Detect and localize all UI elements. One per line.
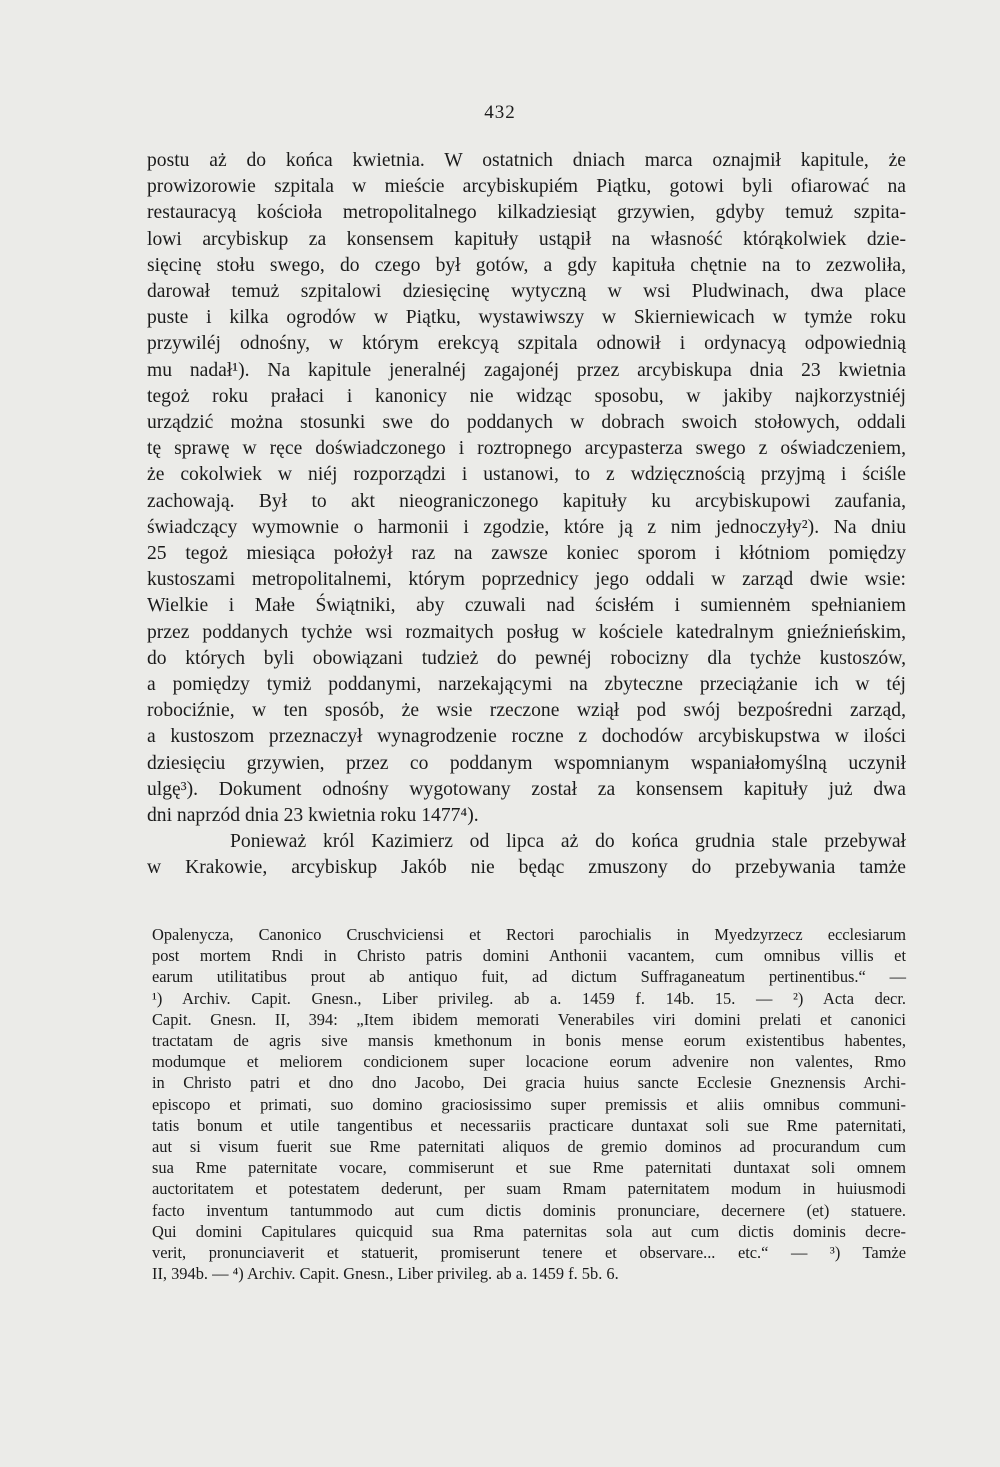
footnote-line: Capit. Gnesn. II, 394: „Item ibidem memorati Venerabiles viri domini prelati et canonici: [152, 1009, 906, 1029]
text-line: mu nadał¹). Na kapitule jeneralnéj zagajonéj przez arcybiskupa dnia 23 kwietnia: [147, 359, 906, 381]
text-line: prowizorowie szpitala w mieście arcybiskupiém Piątku, gotowi byli ofiarować na: [147, 176, 906, 198]
text-line: lowi arcybiskup za konsensem kapituły ustąpił na własność którąkolwiek dzie-: [147, 228, 906, 250]
footnote-line: auctoritatem et potestatem dederunt, per suam Rmam paternitatem modum in huiusmodi: [152, 1179, 906, 1199]
footnote-line: aut si visum fuerit sue Rme paternitati aliquos de gremio dominos ad procurandum cum: [152, 1137, 906, 1156]
text-line: Wielkie i Małe Świątniki, aby czuwali nad ścisłém i sumiennėm spełnianiem: [147, 595, 906, 617]
text-line: Ponieważ król Kazimierz od lipca aż do końca grudnia stale przebywał: [230, 831, 906, 853]
footnote-line: tatis bonum et utile tangentibus et necessariis practicare duntaxat soli sue Rme paternitati,: [152, 1115, 906, 1135]
text-line: a kustoszom przeznaczył wynagrodzenie roczne z dochodów arcybiskupstwa w ilości: [147, 726, 906, 748]
footnote-line: ¹) Archiv. Capit. Gnesn., Liber privileg. ab a. 1459 f. 14b. 15. — ²) Acta decr.: [152, 988, 906, 1008]
text-line: sięcinę stołu swego, do czego był gotów, a gdy kapituła chętnie na to zezwoliła,: [147, 254, 906, 276]
text-line: że cokolwiek w niéj rozporządzi i ustanowi, to z wdzięcznością przyjmą i ściśle: [147, 464, 906, 486]
text-line: restauracyą kościoła metropolitalnego kilkadziesiąt grzywien, gdyby temuż szpita-: [147, 202, 906, 224]
text-line: kustoszami metropolitalnemi, którym poprzednicy jego oddali w zarząd dwie wsie:: [147, 569, 906, 591]
text-line: postu aż do końca kwietnia. W ostatnich dniach marca oznajmił kapitule, że: [147, 150, 906, 171]
page-number: 432: [484, 102, 516, 123]
footnote-line: episcopo et primati, suo domino graciosissimo super premissis et aliis omnibus communi-: [152, 1094, 906, 1114]
footnote-line: modumque et meliorem condicionem super locacione eorum advenire non valentes, Rmo: [152, 1052, 906, 1072]
text-line: świadczący wymownie o harmonii i zgodzie, które ją z nim jednoczyły²). Na dniu: [147, 516, 906, 538]
footnote-line: Opalenycza, Canonico Cruschviciensi et Rectori parochialis in Myedzyrzecz ecclesiarum: [152, 925, 906, 944]
text-line: a pomiędzy tymiż poddanymi, narzekającymi na zbyteczne przeciążanie ich w téj: [147, 674, 906, 695]
text-line: przywiléj odnośny, w którym erekcyą szpitala odnowił i ordynacyą odpowiednią: [147, 333, 906, 355]
text-line: 25 tegoż miesiąca położył raz na zawsze koniec sporom i kłótniom pomiędzy: [147, 543, 906, 564]
text-line: dni naprzód dnia 23 kwietnia roku 1477⁴).: [147, 805, 479, 826]
footnote-line: sua Rme paternitate vocare, commiserunt et sue Rme paternitati duntaxat soli omnem: [152, 1158, 906, 1178]
text-line: darował temuż szpitalowi dziesięcinę wytyczną w wsi Pludwinach, dwa place: [147, 281, 906, 302]
text-line: tę sprawę w ręce doświadczonego i roztropnego arcypasterza swego z oświadczeniem,: [147, 438, 906, 460]
text-line: ulgę³). Dokument odnośny wygotowany został za konsensem kapituły już dwa: [147, 778, 906, 800]
footnote-line: Qui domini Capitulares quicquid sua Rma paternitas sola aut cum dictis dominis decre-: [152, 1221, 906, 1241]
text-line: w Krakowie, arcybiskup Jakób nie będąc zmuszony do przebywania tamże: [147, 857, 906, 879]
footnote-line: earum utilitatibus prout ab antiquo fuit, ad dictum Suffraganeatum pertinentibus.“ —: [152, 967, 906, 987]
footnote-line: II, 394b. — ⁴) Archiv. Capit. Gnesn., Liber privileg. ab a. 1459 f. 5b. 6.: [152, 1264, 619, 1284]
text-line: urządzić można stosunki swe do poddanych w dobrach swoich stołowych, oddali: [147, 412, 906, 433]
text-line: robociźnie, w ten sposób, że wsie rzeczone wziął pod swój bezpośredni zarząd,: [147, 700, 906, 722]
footnote-line: tractatam de agris sive mansis kmethonum in bonis mense eorum existentibus habentes,: [152, 1031, 906, 1050]
footnote-line: verit, pronunciaverit et statuerit, promiserunt tenere et observare... etc.“ — ³) Tamże: [152, 1243, 906, 1262]
text-line: do których byli obowiązani tudzież do pewnéj robocizny dla tychże kustoszów,: [147, 647, 906, 669]
text-line: przez poddanych tychże wsi rozmaitych posług w kościele katedralnym gnieźnieńskim,: [147, 621, 906, 643]
footnote-line: post mortem Rndi in Christo patris domini Anthonii vacantem, cum omnibus villis et: [152, 946, 906, 966]
text-line: puste i kilka ogrodów w Piątku, wystawiwszy w Skierniewicach w tymże roku: [147, 307, 906, 329]
footnote-line: in Christo patri et dno dno Jacobo, Dei gracia huius sancte Ecclesie Gneznensis Archi-: [152, 1073, 906, 1093]
footnote-line: facto inventum tantummodo aut cum dictis dominis pronunciare, decernere (et) statuere.: [152, 1200, 906, 1220]
text-line: dziesięciu grzywien, przez co poddanym wspomnianym wspaniałomyślną uczynił: [147, 752, 906, 774]
text-line: zachowają. Był to akt nieograniczonego kapituły ku arcybiskupowi zaufania,: [147, 490, 906, 512]
text-line: tegoż roku prałaci i kanonicy nie widząc sposobu, w jakiby najkorzystniéj: [147, 385, 906, 407]
